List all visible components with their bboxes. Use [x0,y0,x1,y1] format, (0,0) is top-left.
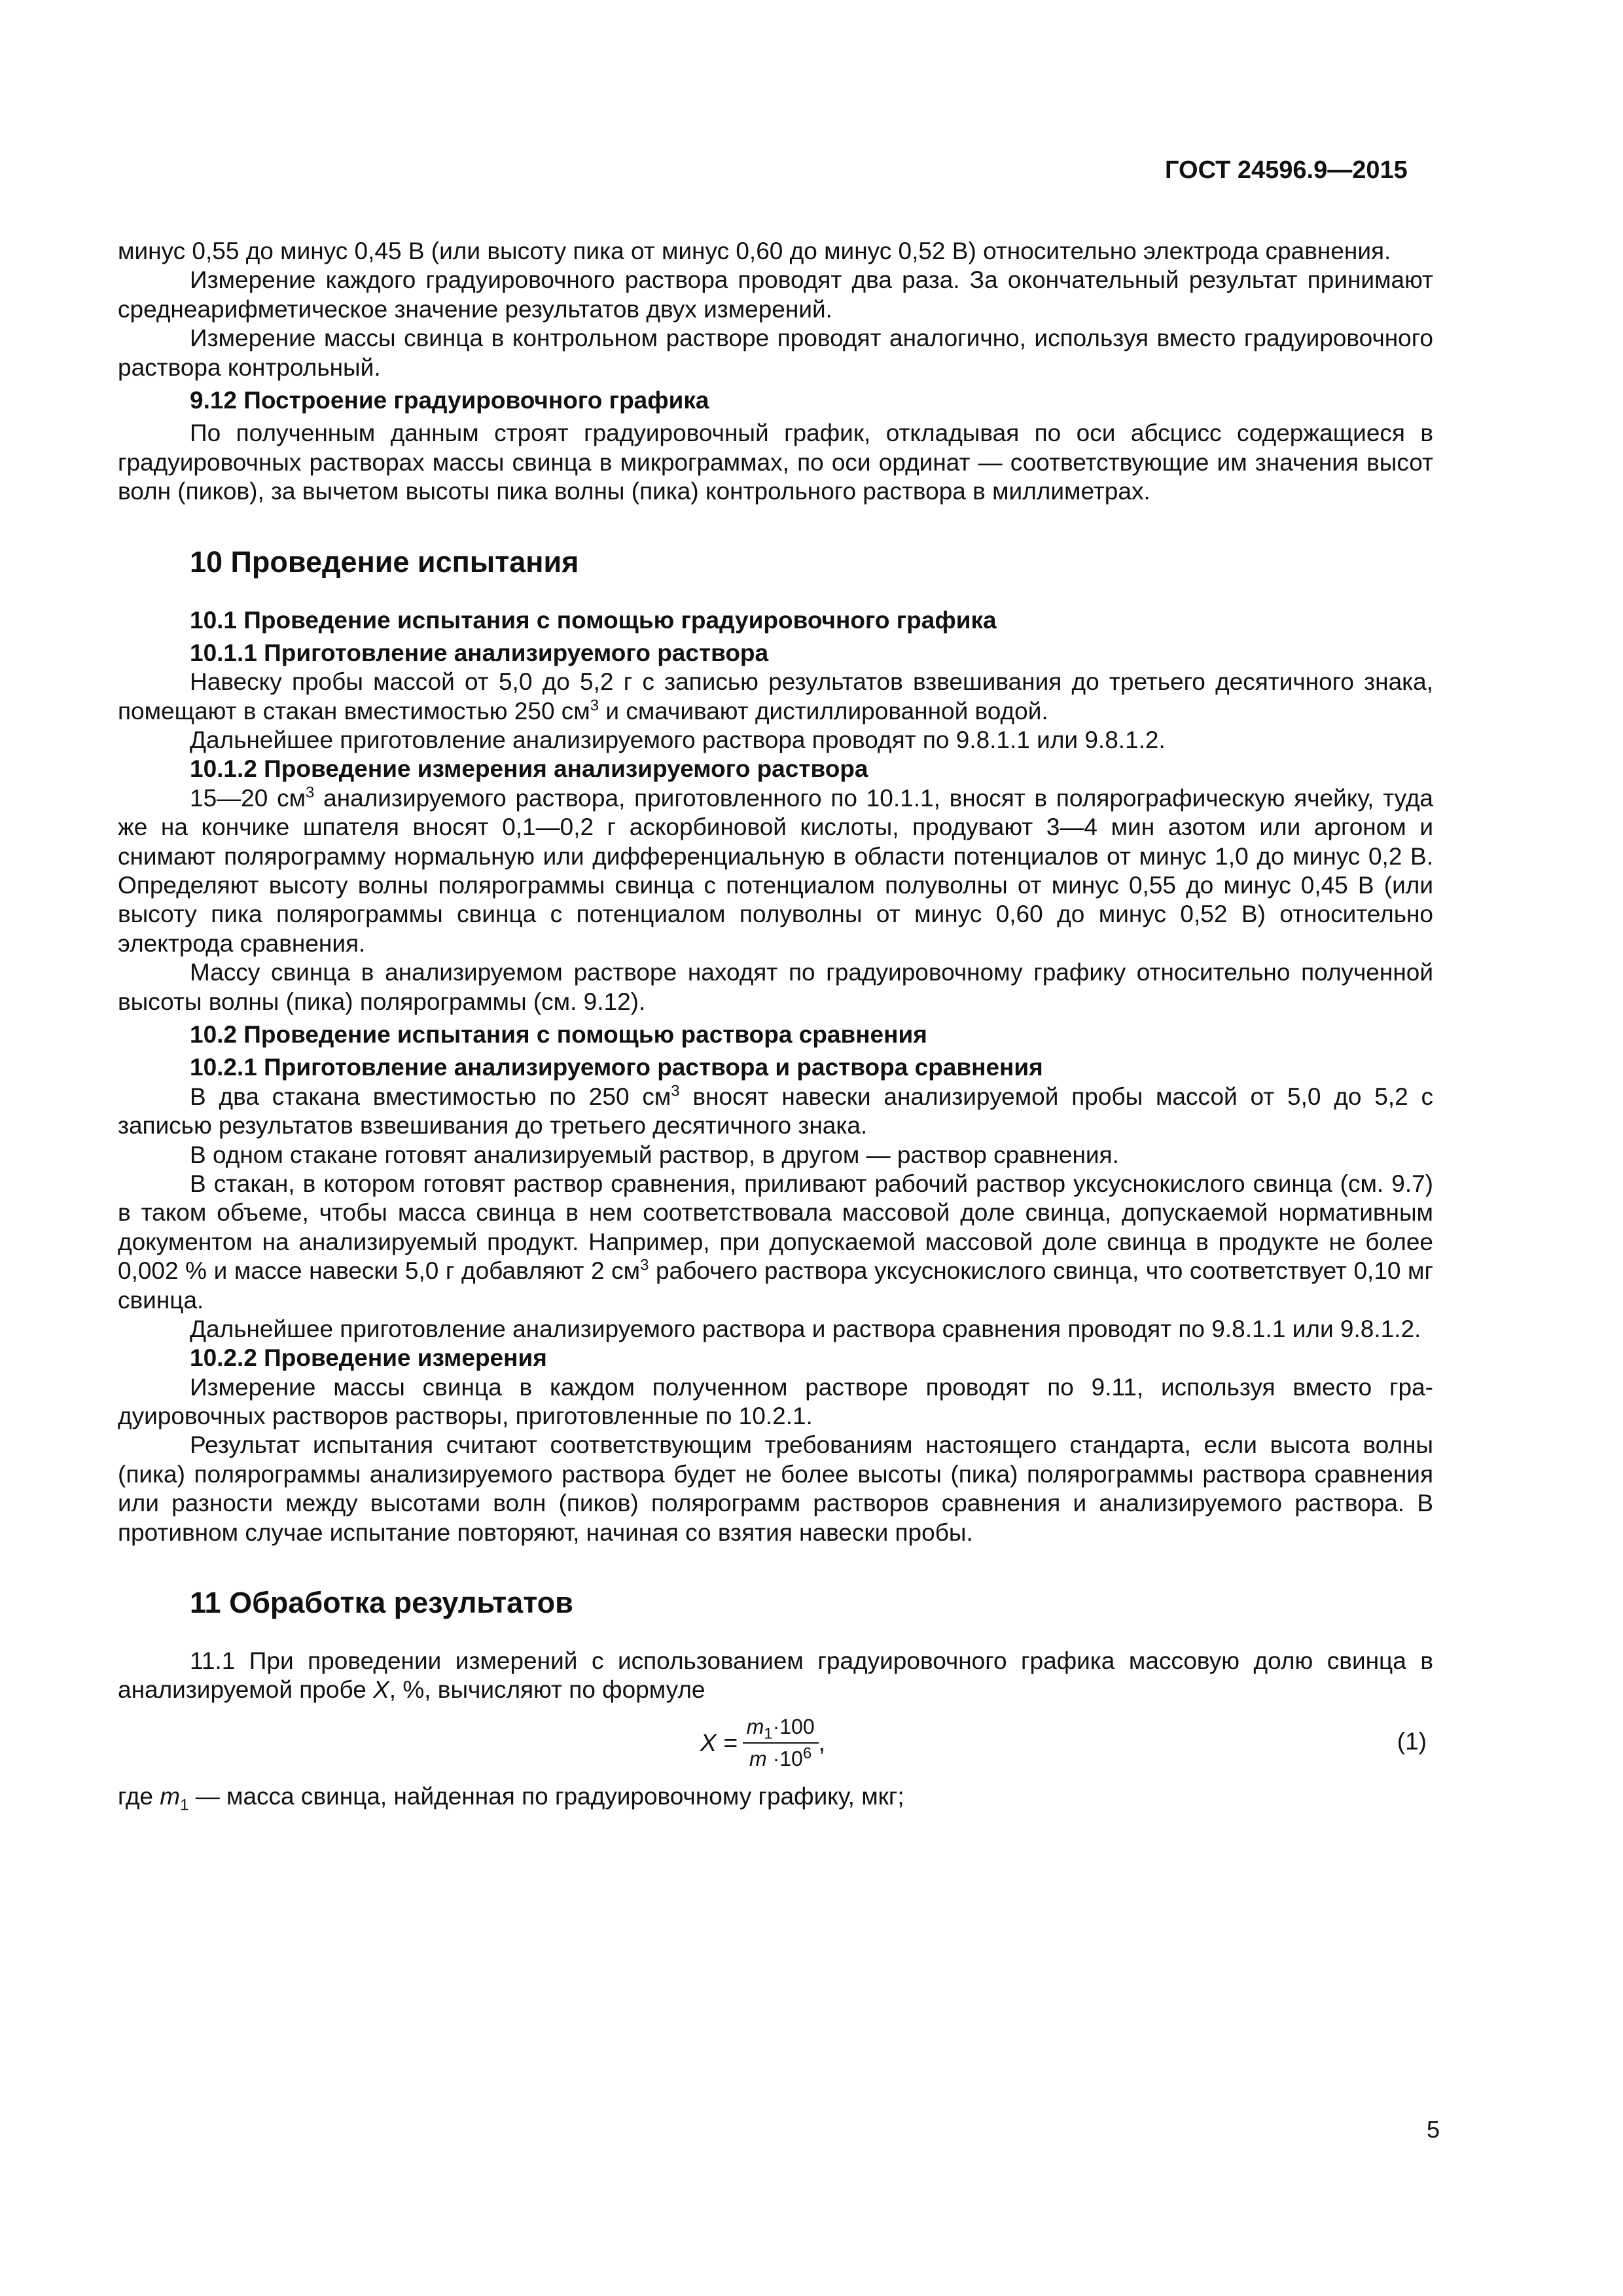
superscript: 3 [671,1082,680,1100]
paragraph: В два стакана вместимостью по 250 $см^3$ вносят навески анализируемой пробы массой от 5,0 до 5,2 с записью результатов взвешивания до третьего десятичного знака. [118,1082,1433,1139]
section-heading-10-2: 10.2 Проведение испытания с помощью раствора сравнения [190,1020,927,1048]
paragraph: Дальнейшее приготовление анализируемого раствора и раствора сравнения проводят по 9.8.1.1 или 9.8.1.2. [190,1315,1421,1342]
formula-denominator: $m \cdot 10^6$ [749,1744,812,1770]
formula-lhs: X = [700,1729,738,1756]
section-heading-10-1-1: 10.1.1 Приготовление анализируемого раствора [190,639,769,666]
section-heading-9-12: 9.12 Построение градуировочного графика [190,386,709,414]
formula-expression [700,1710,825,1776]
paragraph: Измерение массы свинца в каждом полученном растворе проводят по 9.11, используя вместо градуировочных растворов растворы, приготовленные по 10.2.1. [118,1373,1433,1430]
section-heading-10-2-1: 10.2.1 Приготовление анализируемого раствора и раствора сравнения [190,1054,1043,1081]
superscript: 3 [640,1256,649,1274]
document-body [118,237,1434,1814]
paragraph: Результат испытания считают соответствующим требованиям настоящего стандарта, если высота волны (пика) полярограммы анализируемого раствора будет не более высоты (пика) полярограммы раствора сравнения или разности между высотами волн (пиков) полярограмм растворов сравнения и анализируемого раствора. В противном случае испытание повторяют, начиная со взятия навески пробы. [118,1431,1433,1546]
formula-1 [118,1710,1433,1782]
document-header-id: ГОСТ 24596.9—2015 [1165,156,1408,184]
variable-x: X [373,1676,389,1704]
section-heading-10-1-2: 10.1.2 Проведение измерения анализируемого раствора [190,755,868,783]
paragraph-where: где $m_1$ — масса свинца, найденная по градуировочному графику, мкг; [118,1782,904,1814]
paragraph: Измерение каждого градуировочного раствора проводят два раза. За окончательный результат принимают среднеарифметическое значение результатов двух измерений. [118,266,1433,323]
paragraph: Навеску пробы массой от 5,0 до 5,2 г с записью результатов взвешивания до третьего десятичного знака, помещают в стакан вместимостью 250 $см^3$ и смачивают дистиллированной водой. [118,668,1433,725]
paragraph: Массу свинца в анализируемом растворе находят по градуировочному графику относительно полученной высоты волны (пика) полярограммы (см. 9.12). [118,959,1433,1015]
paragraph: В одном стакане готовят анализируемый раствор, в другом — раствор сравнения. [190,1141,1119,1168]
paragraph: минус 0,55 до минус 0,45 В (или высоту пика от минус 0,60 до минус 0,52 В) относительно электрода сравнения. [118,238,1391,264]
section-heading-10: 10 Проведение испытания [190,545,579,579]
paragraph: Дальнейшее приготовление анализируемого раствора проводят по 9.8.1.1 или 9.8.1.2. [190,726,1166,754]
superscript: 3 [590,696,599,715]
paragraph: В стакан, в котором готовят раствор сравнения, приливают рабочий раствор уксуснокислого свинца (см. 9.7) в таком объеме, чтобы масса свинца в нем соответствовала массовой доле свинца, допускаемой нормативным документом на анализируемый продукт. Например, при допускаемой массовой доле свинца в продукте не более 0,002 % и массе навески 5,0 г добавляют 2 $см^3$ рабочего раствора уксуснокислого свинца, что соответствует 0,10 мг свинца. [118,1170,1433,1314]
paragraph: 15—20 $см^3$ анализируемого раствора, приготовленного по 10.1.1, вносят в полярографическую ячейку, туда же на кончике шпателя вносят 0,1—0,2 г аскорбиновой кислоты, продувают 3—4 мин азотом или аргоном и снимают полярограмму нормальную или дифференциальную в области потенциалов от минус 1,0 до минус 0,2 В. Определяют высоту волны полярограммы свинца с потенциалом полуволны от минус 0,55 до минус 0,45 В (или высоту пика полярограммы свинца с потенциалом полуволны от минус 0,60 до минус 0,52 В) относительно электрода сравнения. [118,783,1434,957]
formula-numerator: $m_1\cdot 100$ [743,1714,819,1743]
section-heading-10-2-2: 10.2.2 Проведение измерения [190,1344,547,1372]
superscript: 3 [306,783,315,802]
page-number: 5 [1427,2116,1440,2143]
equation-number: (1) [1397,1727,1427,1755]
paragraph: 11.1 При проведении измерений с использованием градуировочного графика массовую долю свинца в анализируемой пробе X, %, вычисляют по формуле [118,1647,1433,1704]
paragraph: По полученным данным строят градуировочный график, откладывая по оси абсцисс содержащиеся в градуировочных растворах массы свинца в микрограммах, по оси ординат — соответствующие им значения высот волн (пиков), за вычетом высоты пика волны (пика) контрольного раствора в миллиметрах. [118,420,1433,505]
section-heading-11: 11 Обработка результатов [190,1586,573,1620]
section-heading-10-1: 10.1 Проведение испытания с помощью градуировочного графика [190,606,997,634]
formula-fraction [743,1714,819,1771]
paragraph: Измерение массы свинца в контрольном растворе проводят аналогично, используя вместо градуировочного раствора контрольный. [118,325,1433,381]
formula-tail: , [818,1729,825,1756]
